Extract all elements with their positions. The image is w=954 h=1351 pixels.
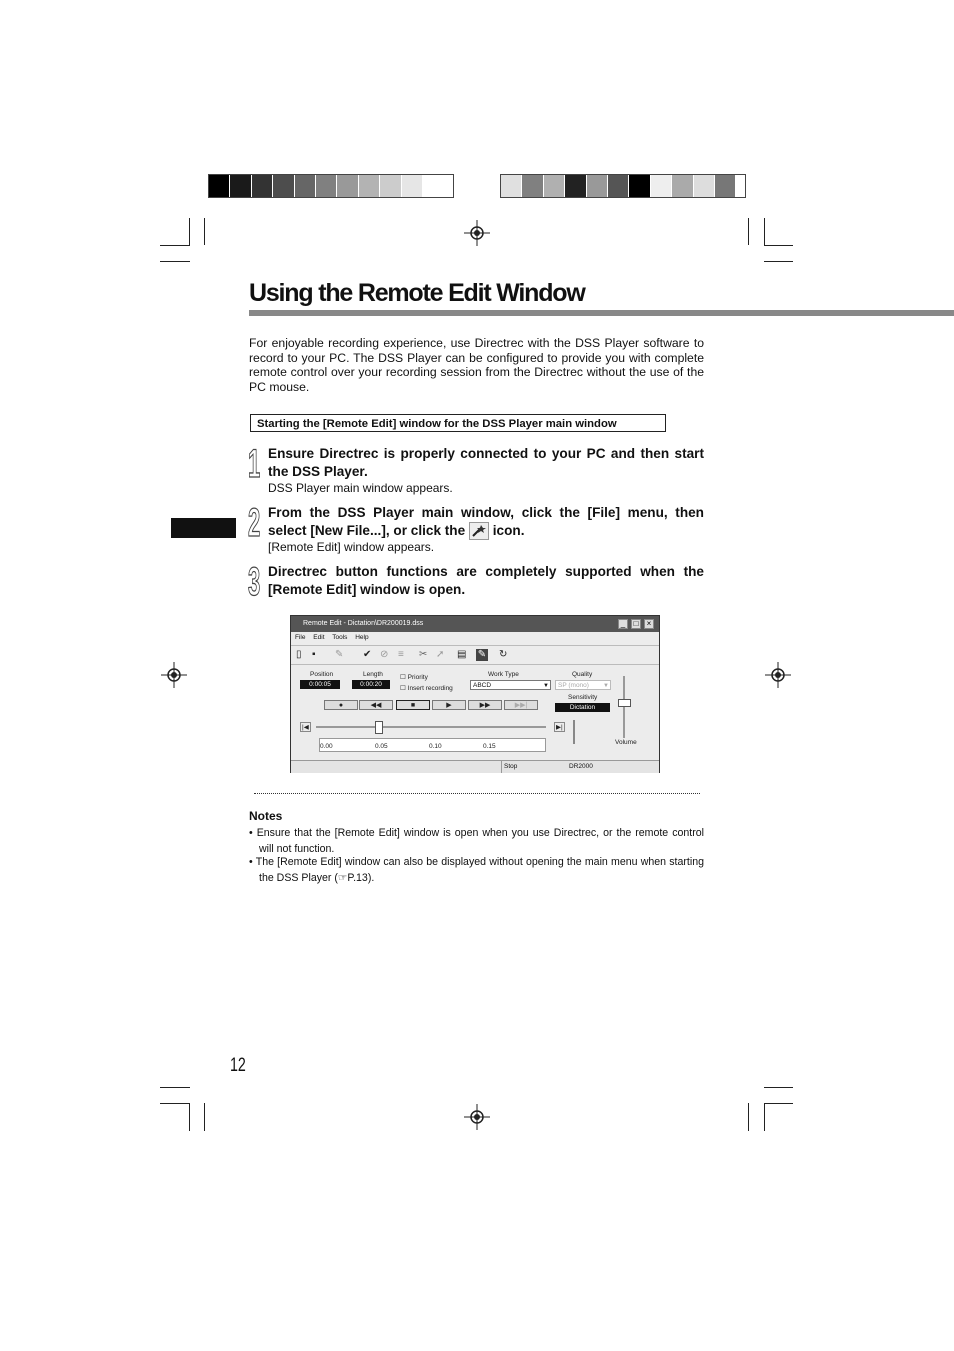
position-slider-track[interactable]	[316, 726, 546, 728]
menu-tools[interactable]: Tools	[332, 634, 348, 641]
crop-mark	[160, 1087, 190, 1088]
menu-edit[interactable]: Edit	[313, 634, 325, 641]
notes-heading: Notes	[249, 809, 283, 823]
note-item: • The [Remote Edit] window can also be displayed without opening the main menu when starting the DSS Player (☞P.13).	[249, 856, 704, 884]
stop-button[interactable]: ■	[396, 700, 430, 710]
sensitivity-label: Sensitivity	[568, 694, 598, 701]
section-heading: Starting the [Remote Edit] window for the DSS Player main window	[250, 414, 666, 432]
position-label: Position	[310, 671, 334, 678]
check-icon[interactable]: ✔	[363, 649, 372, 660]
save-icon[interactable]: ▪	[312, 649, 316, 660]
registration-mark-icon	[464, 1104, 490, 1130]
crop-mark	[189, 1103, 190, 1131]
wand-icon[interactable]: ✎	[335, 649, 344, 660]
step-result: DSS Player main window appears.	[268, 481, 453, 495]
menu-help[interactable]: Help	[355, 634, 369, 641]
cut-icon[interactable]: ✂	[419, 649, 428, 660]
crop-mark	[764, 261, 793, 262]
crop-mark	[189, 218, 190, 245]
fast-forward-button[interactable]: ▶▶	[468, 700, 502, 710]
crop-mark	[748, 218, 749, 245]
position-slider-thumb[interactable]	[375, 721, 383, 734]
skip-end-icon[interactable]: ▶|	[556, 724, 563, 731]
menu-bar	[295, 634, 375, 641]
step-number: 1	[248, 442, 261, 486]
sensitivity-level-bar	[573, 720, 575, 744]
worktype-value: ABCD	[473, 682, 492, 689]
approve-icon[interactable]: ⊘	[380, 649, 389, 660]
chevron-down-icon: ▼	[603, 683, 609, 689]
quality-label: Quality	[572, 671, 593, 678]
tick-label: 0.15	[483, 743, 496, 750]
step-heading-text: icon.	[492, 523, 525, 538]
tick-label: 0.10	[429, 743, 442, 750]
crop-mark	[204, 218, 205, 245]
status-device: DR2000	[569, 763, 593, 770]
divider	[254, 793, 700, 794]
intro-paragraph: For enjoyable recording experience, use Directrec with the DSS Player software to record to your PC. The DSS Player can be configured to provide you with complete remote control over your recording session from the Directrec without the use of the PC mouse.	[249, 336, 704, 394]
title-rule	[249, 310, 954, 316]
note-item: • Ensure that the [Remote Edit] window is open when you use Directrec, or the remote control will not function.	[249, 827, 704, 855]
crop-mark	[764, 1103, 793, 1104]
refresh-icon[interactable]: ↻	[499, 649, 508, 660]
minimize-button[interactable]: _	[618, 619, 628, 629]
properties-icon[interactable]: ▤	[457, 649, 467, 660]
color-bar-right	[500, 174, 746, 198]
step-heading: Ensure Directrec is properly connected to your PC and then start the DSS Player.	[268, 446, 704, 479]
worktype-select[interactable]	[470, 680, 551, 690]
crop-mark	[764, 245, 793, 246]
length-label: Length	[363, 671, 383, 678]
step-result: [Remote Edit] window appears.	[268, 540, 435, 554]
worktype-label: Work Type	[488, 671, 519, 678]
color-bar-left	[208, 174, 454, 198]
step-number: 3	[248, 560, 261, 604]
crop-mark	[160, 261, 190, 262]
crop-mark	[764, 1087, 793, 1088]
tick-label: 0.05	[375, 743, 388, 750]
insert-recording-label: Insert recording	[407, 685, 453, 692]
step-heading	[268, 504, 704, 540]
step-heading-text: From the DSS Player main window, click the [File] menu, then select [New File...], or click the	[268, 505, 704, 538]
crop-mark	[764, 218, 765, 245]
rewind-button[interactable]: ◀◀	[359, 700, 393, 710]
priority-checkbox[interactable]: ☐ Priority	[400, 674, 428, 681]
chapter-tab	[171, 518, 236, 538]
chevron-down-icon: ▼	[543, 683, 549, 689]
step-number: 2	[248, 501, 261, 545]
crop-mark	[160, 1103, 190, 1104]
skip-end-button[interactable]: ▶▶|	[504, 700, 538, 710]
page-title: Using the Remote Edit Window	[249, 279, 585, 307]
position-display: 0:00:05	[300, 680, 340, 689]
step-heading: Directrec button functions are completely supported when the [Remote Edit] window is open.	[268, 564, 704, 597]
toolbar	[291, 645, 659, 665]
sensitivity-display[interactable]: Dictation	[555, 703, 610, 712]
skip-start-icon[interactable]: |◀	[302, 724, 309, 731]
status-bar	[291, 760, 659, 773]
window-title: Remote Edit - Dictation\DR200019.dss	[303, 620, 424, 627]
send-icon[interactable]: ➚	[436, 649, 445, 660]
registration-mark-icon	[161, 662, 187, 688]
volume-slider-track[interactable]	[623, 676, 625, 738]
list-icon[interactable]: ≡	[398, 649, 404, 660]
new-file-icon[interactable]: ▯	[296, 649, 302, 660]
length-display: 0:00:20	[352, 680, 390, 689]
registration-mark-icon	[765, 662, 791, 688]
status-state: Stop	[501, 761, 517, 773]
crop-mark	[764, 1103, 765, 1131]
crop-mark	[204, 1103, 205, 1131]
priority-label: Priority	[407, 674, 428, 681]
tick-label: 0.00	[320, 743, 333, 750]
quality-value: SP (mono)	[558, 682, 589, 689]
record-button[interactable]: ●	[324, 700, 358, 710]
crop-mark	[160, 245, 190, 246]
quality-select[interactable]	[555, 680, 611, 690]
window-title-bar	[291, 616, 659, 632]
remote-edit-window	[290, 615, 660, 773]
volume-slider-thumb[interactable]	[618, 699, 631, 707]
close-button[interactable]: ×	[644, 619, 654, 629]
new-file-wand-icon	[469, 522, 489, 540]
crop-mark	[748, 1103, 749, 1131]
registration-mark-icon	[464, 220, 490, 246]
volume-label: Volume	[615, 739, 637, 746]
remote-edit-icon[interactable]: ✎	[477, 649, 487, 660]
page-number: 12	[230, 1055, 246, 1076]
maximize-button[interactable]: □	[631, 619, 641, 629]
insert-recording-checkbox[interactable]: ☐ Insert recording	[400, 685, 453, 692]
play-button[interactable]: ▶	[432, 700, 466, 710]
menu-file[interactable]: File	[295, 634, 306, 641]
